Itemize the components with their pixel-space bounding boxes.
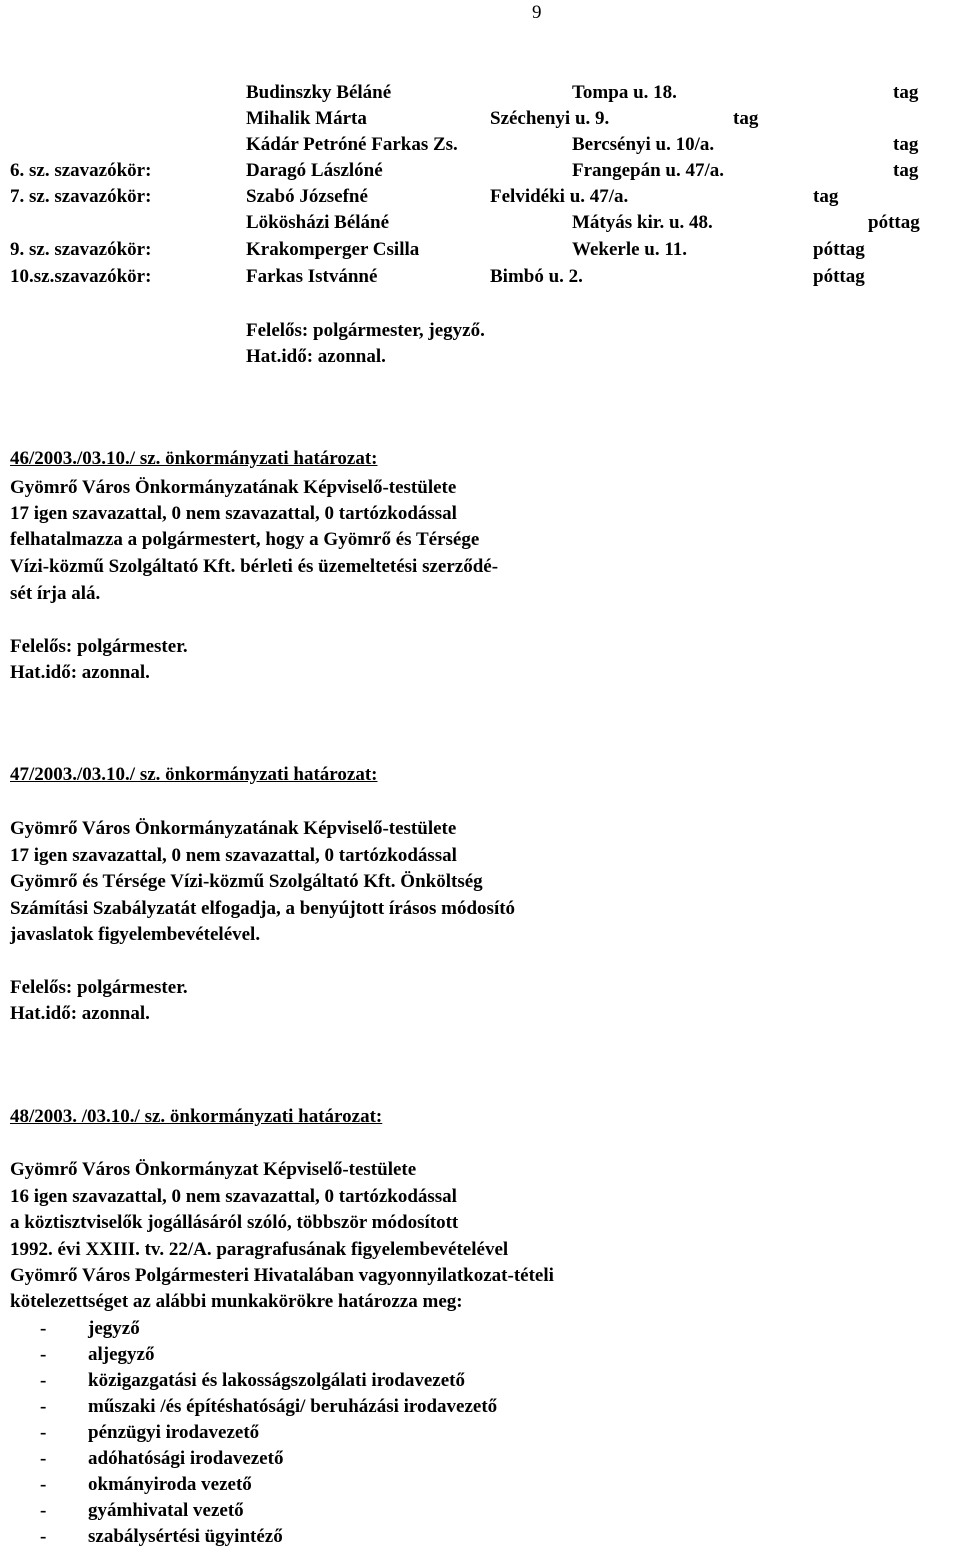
row-7-name: Krakomperger Csilla — [246, 239, 420, 260]
row-5-address: Felvidéki u. 47/a. — [490, 186, 629, 207]
list-dash: - — [40, 1500, 47, 1521]
list-item: pénzügyi irodavezető — [88, 1422, 260, 1443]
list-dash: - — [40, 1526, 47, 1547]
resolution-47-line-5: javaslatok figyelembevételével. — [10, 924, 261, 945]
row-8-district: 10.sz.szavazókör: — [10, 266, 152, 287]
resolution-47-heading: 47/2003./03.10./ sz. önkormányzati határozat: — [10, 764, 378, 785]
list-dash: - — [40, 1448, 47, 1469]
row-7-role: póttag — [813, 239, 865, 260]
resolution-46-heading: 46/2003./03.10./ sz. önkormányzati határozat: — [10, 448, 378, 469]
row-8-name: Farkas Istvánné — [246, 266, 378, 287]
list-item: gyámhivatal vezető — [88, 1500, 244, 1521]
row-2-role: tag — [733, 108, 759, 129]
row-1-address: Tompa u. 18. — [572, 82, 677, 103]
resolution-46-line-1: Gyömrő Város Önkormányzatának Képviselő-testülete — [10, 477, 457, 498]
row-1-role: tag — [893, 82, 919, 103]
row-6-address: Mátyás kir. u. 48. — [572, 212, 713, 233]
resolution-47-deadline: Hat.idő: azonnal. — [10, 1003, 150, 1024]
list-item: jegyző — [88, 1318, 140, 1339]
list-dash: - — [40, 1474, 47, 1495]
resolution-48-line-1: Gyömrő Város Önkormányzat Képviselő-testülete — [10, 1159, 417, 1180]
row-7-address: Wekerle u. 11. — [572, 239, 688, 260]
resolution-46-line-2: 17 igen szavazattal, 0 nem szavazattal, 0 tartózkodással — [10, 503, 457, 524]
row-4-address: Frangepán u. 47/a. — [572, 160, 725, 181]
resolution-46-line-3: felhatalmazza a polgármestert, hogy a Gyömrő és Térsége — [10, 529, 480, 550]
resolution-47-line-3: Gyömrő és Térsége Vízi-közmű Szolgáltató Kft. Önköltség — [10, 871, 483, 892]
page-number: 9 — [532, 2, 542, 23]
list-item: okmányiroda vezető — [88, 1474, 252, 1495]
resolution-46-responsible: Felelős: polgármester. — [10, 636, 188, 657]
row-7-district: 9. sz. szavazókör: — [10, 239, 152, 260]
list-item: közigazgatási és lakosságszolgálati irodavezető — [88, 1370, 465, 1391]
list-dash: - — [40, 1318, 47, 1339]
resolution-48-line-3: a köztisztviselők jogállásáról szóló, többször módosított — [10, 1212, 459, 1233]
row-5-district: 7. sz. szavazókör: — [10, 186, 152, 207]
row-5-role: tag — [813, 186, 839, 207]
row-2-name: Mihalik Márta — [246, 108, 367, 129]
list-dash: - — [40, 1370, 47, 1391]
row-1-name: Budinszky Béláné — [246, 82, 392, 103]
list-dash: - — [40, 1344, 47, 1365]
resolution-48-line-5: Gyömrő Város Polgármesteri Hivatalában vagyonnyilatkozat-tételi — [10, 1265, 554, 1286]
resolution-48-line-4: 1992. évi XXIII. tv. 22/A. paragrafusának figyelembevételével — [10, 1239, 509, 1260]
list-item: szabálysértési ügyintéző — [88, 1526, 283, 1547]
row-4-role: tag — [893, 160, 919, 181]
list-dash: - — [40, 1396, 47, 1417]
row-3-role: tag — [893, 134, 919, 155]
row-4-name: Daragó Lászlóné — [246, 160, 383, 181]
row-3-address: Bercsényi u. 10/a. — [572, 134, 715, 155]
resolution-48-heading: 48/2003. /03.10./ sz. önkormányzati határozat: — [10, 1106, 383, 1127]
resolution-47-line-4: Számítási Szabályzatát elfogadja, a benyújtott írásos módosító — [10, 898, 516, 919]
resolution-47-line-1: Gyömrő Város Önkormányzatának Képviselő-testülete — [10, 818, 457, 839]
row-8-role: póttag — [813, 266, 865, 287]
list-item: műszaki /és építéshatósági/ beruházási irodavezető — [88, 1396, 498, 1417]
row-8-address: Bimbó u. 2. — [490, 266, 583, 287]
resolution-46-line-5: sét írja alá. — [10, 583, 101, 604]
resolution-46-line-4: Vízi-közmű Szolgáltató Kft. bérleti és üzemeltetési szerződé- — [10, 556, 499, 577]
resolution-47-line-2: 17 igen szavazattal, 0 nem szavazattal, 0 tartózkodással — [10, 845, 457, 866]
table-deadline: Hat.idő: azonnal. — [246, 346, 386, 367]
resolution-47-responsible: Felelős: polgármester. — [10, 977, 188, 998]
row-5-name: Szabó Józsefné — [246, 186, 368, 207]
row-3-name: Kádár Petróné Farkas Zs. — [246, 134, 458, 155]
row-4-district: 6. sz. szavazókör: — [10, 160, 152, 181]
row-6-name: Lökösházi Béláné — [246, 212, 390, 233]
row-6-role: póttag — [868, 212, 920, 233]
list-dash: - — [40, 1422, 47, 1443]
table-responsible: Felelős: polgármester, jegyző. — [246, 320, 485, 341]
list-item: aljegyző — [88, 1344, 155, 1365]
resolution-46-deadline: Hat.idő: azonnal. — [10, 662, 150, 683]
row-2-address: Széchenyi u. 9. — [490, 108, 610, 129]
resolution-48-line-6: kötelezettséget az alábbi munkakörökre határozza meg: — [10, 1291, 463, 1312]
resolution-48-line-2: 16 igen szavazattal, 0 nem szavazattal, 0 tartózkodással — [10, 1186, 457, 1207]
list-item: adóhatósági irodavezető — [88, 1448, 284, 1469]
